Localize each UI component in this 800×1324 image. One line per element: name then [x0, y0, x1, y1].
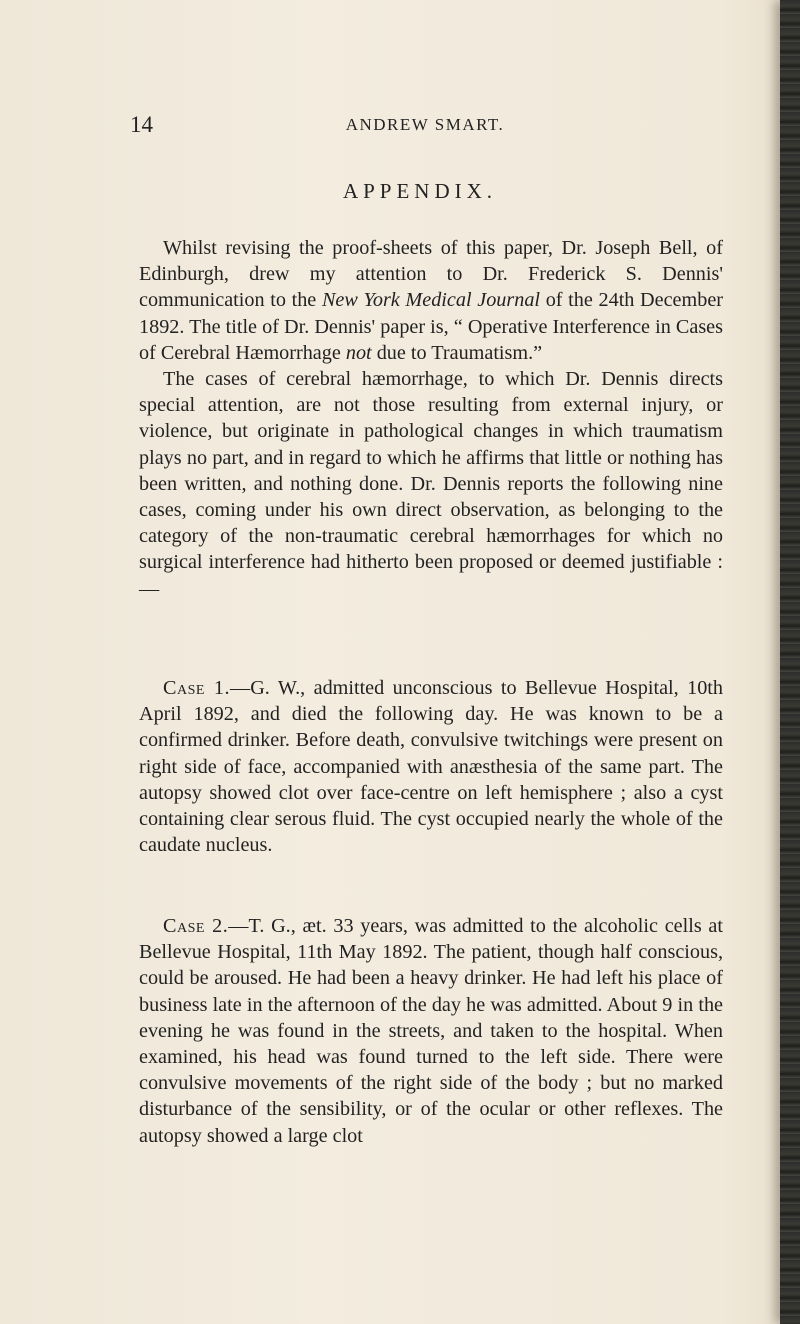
case-1-section	[139, 675, 723, 858]
case-2-label: Case 2.	[163, 915, 229, 937]
book-binding-edge	[780, 0, 800, 1324]
intro-text-1: Whilst revising the proof-sheets of this paper, Dr. Joseph Bell, of Edinburgh, drew my attention to Dr. Frederick S. Dennis' communication to the	[139, 237, 723, 312]
intro-text-2: of the 24th December 1892. The title of Dr. Dennis' paper is, “ Operative Interference in Cases of Cerebral Hæmorrhage	[139, 289, 723, 364]
case-1-paragraph	[139, 675, 723, 858]
page-header	[130, 112, 720, 142]
journal-title: New York Medical Journal	[321, 289, 541, 312]
appendix-heading: APPENDIX.	[342, 179, 498, 203]
case-1-label: Case 1.	[163, 677, 230, 699]
emphasis-not: not	[345, 341, 372, 364]
case-2-section	[139, 913, 723, 1149]
intro-section	[139, 235, 723, 602]
case-1-text: —G. W., admitted unconscious to Bellevue Hospital, 10th April 1892, and died the following day. He was known to be a confirmed drinker. Before death, convulsive twitchings were present on right side of face, accompanied with anæsthesia of the same part. The autopsy showed clot over face-centre on left hemisphere ; also a cyst containing clear serous fluid. The cyst occupied nearly the whole of the caudate nucleus.	[139, 677, 724, 857]
intro-paragraph-1	[139, 235, 723, 366]
running-head: ANDREW SMART.	[345, 115, 505, 134]
case-2-paragraph	[139, 913, 723, 1149]
intro-paragraph-2: The cases of cerebral hæmorrhage, to which Dr. Dennis directs special attention, are not those resulting from external injury, or violence, but originate in pathological changes in which traumatism plays no part, and in regard to which he affirms that little or nothing has been written, and nothing done. Dr. Dennis reports the following nine cases, coming under his own direct observation, as belonging to the category of the non-traumatic cerebral hæmorrhages for which no surgical interference had hitherto been proposed or deemed justifiable :—	[139, 368, 723, 600]
intro-text-3: due to Traumatism.”	[371, 341, 543, 364]
page-number: 14	[130, 112, 153, 137]
case-2-text: —T. G., æt. 33 years, was admitted to the alcoholic cells at Bellevue Hospital, 11th May 1892. The patient, though half conscious, could be aroused. He had been a heavy drinker. He had left his place of business late in the afternoon of the day he was admitted. About 9 in the evening he was found in the streets, and taken to the hospital. When examined, his head was found turned to the left side. There were convulsive movements of the right side of the body ; but no marked disturbance of the sensibility, or of the ocular or other reflexes. The autopsy showed a large clot	[139, 915, 723, 1147]
